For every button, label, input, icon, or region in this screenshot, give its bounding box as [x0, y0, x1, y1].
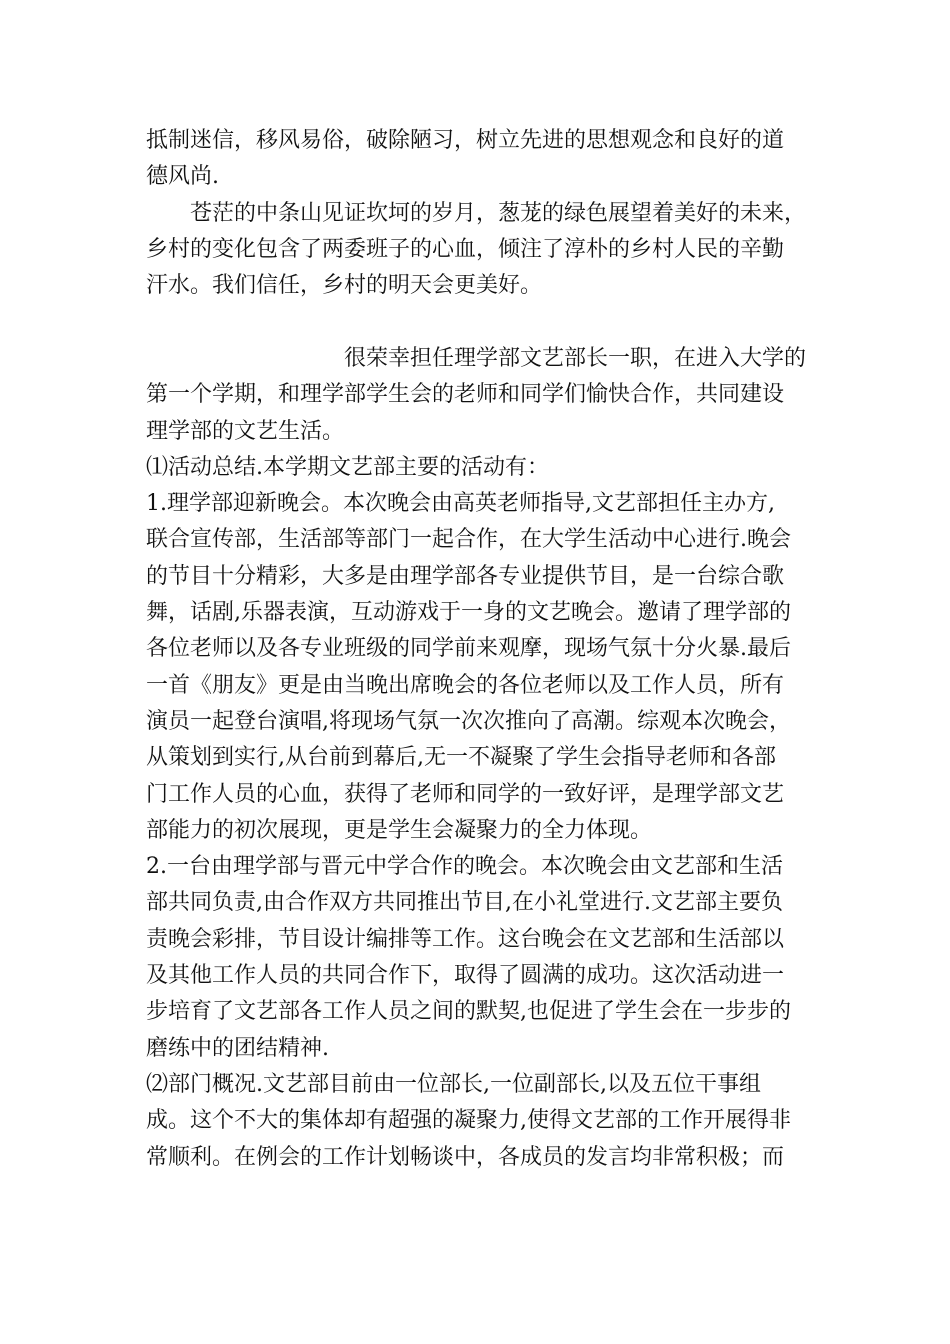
text-line: 门工作人员的心血，获得了老师和同学的一致好评，是理学部文艺	[146, 781, 785, 807]
text-line: 1.理学部迎新晚会。本次晚会由高英老师指导,文艺部担任主办方,	[146, 491, 775, 517]
text-line: 磨练中的团结精神.	[146, 1035, 329, 1061]
text-line: 从策划到实行,从台前到幕后,无一不凝聚了学生会指导老师和各部	[146, 745, 776, 771]
text-line: 责晚会彩排，节目设计编排等工作。这台晚会在文艺部和生活部以	[146, 926, 785, 952]
text-line: 舞，话剧,乐器表演，互动游戏于一身的文艺晚会。邀请了理学部的	[146, 600, 791, 626]
text-line: 苍茫的中条山见证坎坷的岁月，葱茏的绿色展望着美好的未来，	[146, 200, 807, 226]
text-line: 汗水。我们信任，乡村的明天会更美好。	[146, 273, 543, 299]
text-line: 第一个学期，和理学部学生会的老师和同学们愉快合作，共同建设	[146, 382, 785, 408]
text-line: 的节目十分精彩，大多是由理学部各专业提供节目，是一台综合歌	[146, 563, 785, 589]
text-line: 常顺利。在例会的工作计划畅谈中，各成员的发言均非常积极；而	[146, 1144, 785, 1170]
text-line: 乡村的变化包含了两委班子的心血，倾注了淳朴的乡村人民的辛勤	[146, 236, 785, 262]
text-line: ⑵部门概况.文艺部目前由一位部长,一位副部长,以及五位干事组	[146, 1071, 761, 1097]
text-line: 演员一起登台演唱,将现场气氛一次次推向了高潮。综观本次晚会，	[146, 708, 791, 734]
text-line: 2.一台由理学部与晋元中学合作的晚会。本次晚会由文艺部和生活	[146, 854, 783, 880]
text-line: 及其他工作人员的共同合作下，取得了圆满的成功。这次活动进一	[146, 963, 785, 989]
text-line: 联合宣传部，生活部等部门一起合作，在大学生活动中心进行.晚会	[146, 527, 791, 553]
text-line: 德风尚.	[146, 164, 219, 190]
text-line: 一首《朋友》更是由当晚出席晚会的各位老师以及工作人员，所有	[146, 672, 785, 698]
text-line: 部能力的初次展现，更是学生会凝聚力的全力体现。	[146, 817, 653, 843]
text-line: 理学部的文艺生活。	[146, 418, 345, 444]
text-line: ⑴活动总结.本学期文艺部主要的活动有：	[146, 454, 549, 480]
text-block-2	[146, 341, 826, 1176]
text-line: 部共同负责,由合作双方共同推出节目,在小礼堂进行.文艺部主要负	[146, 890, 783, 916]
text-line: 成。这个不大的集体却有超强的凝聚力,使得文艺部的工作开展得非	[146, 1108, 791, 1134]
text-line: 抵制迷信，移风易俗，破除陋习，树立先进的思想观念和良好的道	[146, 128, 785, 153]
text-line: 各位老师以及各专业班级的同学前来观摩，现场气氛十分火暴.最后	[146, 636, 791, 662]
text-block-1	[146, 123, 826, 304]
text-line: 步培育了文艺部各工作人员之间的默契,也促进了学生会在一步步的	[146, 999, 791, 1025]
text-line: 很荣幸担任理学部文艺部长一职，在进入大学的	[146, 346, 807, 371]
